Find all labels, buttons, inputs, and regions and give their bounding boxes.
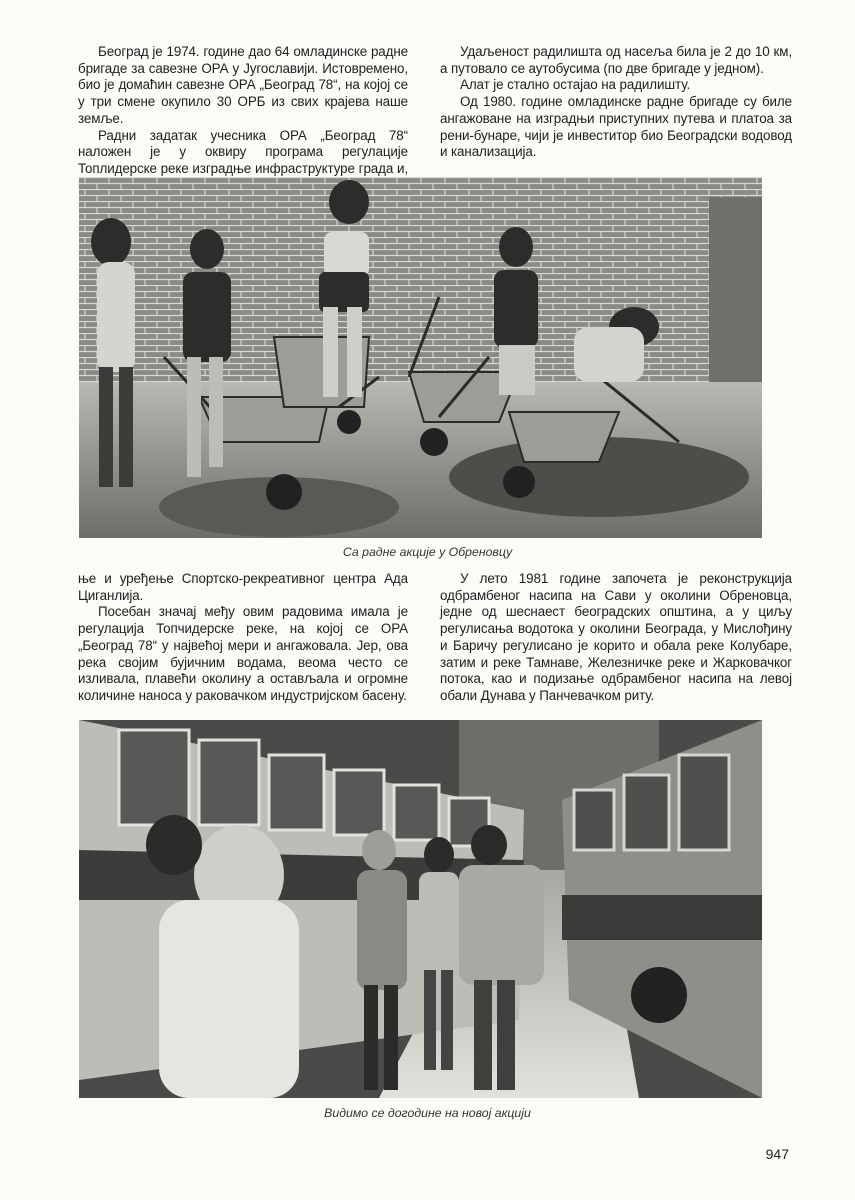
paragraph: Радни задатак учесника ОРА „Београд 78“ наложен је у оквиру програма регулације Топлидерске реке изградње инфраструктуре града и, bbox=[78, 127, 408, 176]
paragraph: Од 1980. године омладинске радне бригаде су биле ангажоване на изградњи приступних путева и платоа за рени-бунаре, чији је инвеститор био Београдски водовод и канализација. bbox=[440, 94, 792, 160]
middle-right-column bbox=[440, 571, 792, 705]
buses-photo bbox=[79, 720, 762, 1098]
paragraph: Алат је стално остајао на радилишту. bbox=[460, 77, 691, 93]
top-right-column bbox=[440, 44, 792, 161]
middle-left-column bbox=[78, 571, 408, 705]
work-action-photo bbox=[79, 177, 762, 538]
paragraph: Београд је 1974. године дао 64 омладинске радне бригаде за савезне ОРА у Југославији. Истовремено, био је домаћин савезне ОРА „Београд 78“, на којој се у три смене окупило 30 ОРБ из свих крајева наше земље. bbox=[78, 44, 408, 126]
paragraph: ње и уређење Спортско-рекреативног центра Ада Циганлија. bbox=[78, 571, 408, 603]
paragraph: У лето 1981 године започета је реконструкција одбрамбеног насипа на Сави у околини Обреновца, једне од шеснаест београдских општина, а у циљу регулисања водотока у околини Београда, у Мислођину и Баричу регулисано је корито и обала реке Колубаре, затим и реке Тамнаве, Железничке реке и Жарковачког потока, као и подизање одбрамбеног насипа на левој обали Дунава у Панчевачком риту. bbox=[440, 571, 792, 703]
paragraph: Посебан значај међу овим радовима имала је регулација Топчидерске реке, на којој се ОРА „Београд 78“ у највећој мери и ангажовала. Јер, ова река својим бујичним водама, веома често се изливала, плавећи околину а остављала и огромне количине наноса у раковачком индустријском басену. bbox=[78, 604, 408, 703]
photo-caption: Са радне акције у Обреновцу bbox=[342, 545, 513, 559]
paragraph: Удаљеност радилишта од насеља била је 2 до 10 км, а путовало се аутобусима (по две бригаде у једном). bbox=[440, 44, 792, 76]
work-action-photo-image bbox=[79, 177, 762, 538]
buses-photo-image bbox=[79, 720, 762, 1098]
top-left-column bbox=[78, 44, 408, 194]
photo-caption: Видимо се догодине на новој акцији bbox=[324, 1106, 531, 1120]
page-number: 947 bbox=[765, 1146, 789, 1162]
